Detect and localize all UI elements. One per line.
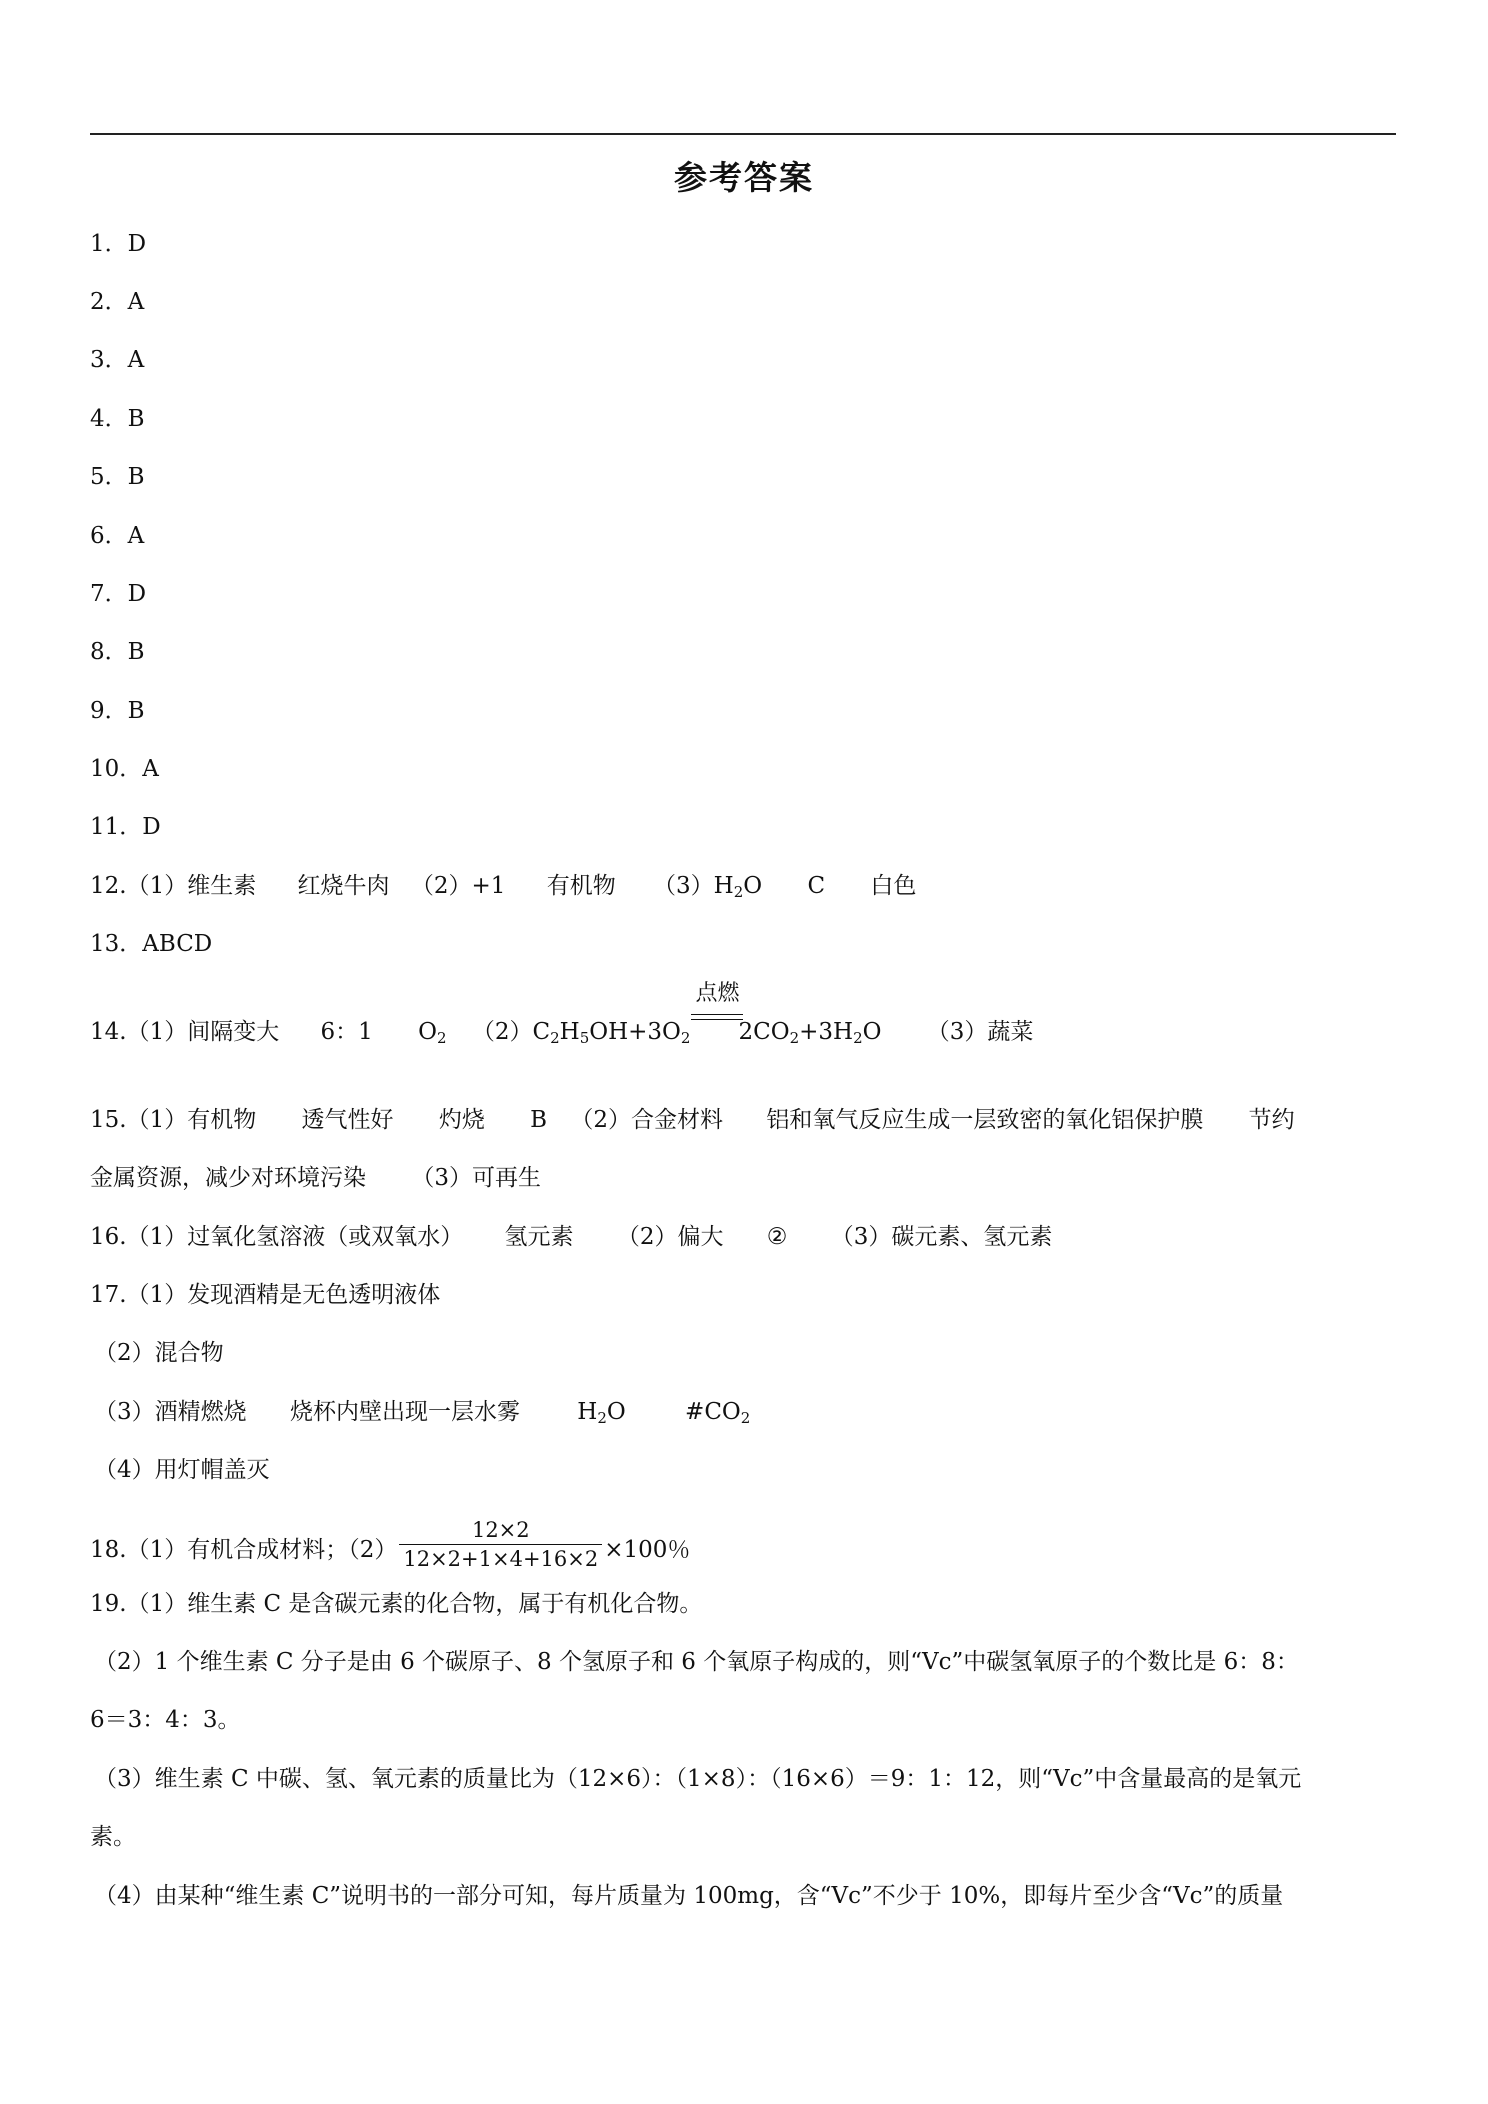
q15-part5: （2）合金材料 (570, 1107, 724, 1133)
q14-eq-h: H (559, 1019, 580, 1045)
q14-o2: O (418, 1019, 437, 1045)
page-title: 参考答案 (674, 158, 814, 197)
q12-part7: 白色 (870, 873, 917, 899)
answer-11: 11．D (90, 814, 161, 840)
q14-eq-sub1: 2 (550, 1029, 560, 1047)
q12-formula-h: （3）H (653, 873, 734, 899)
q17-part3d (685, 1397, 750, 1433)
answer-18 (90, 1518, 691, 1579)
answer-19-line6: （4）由某种“维生素 C”说明书的一部分可知，每片质量为 100mg，含“Vc”不少于 10%，即每片至少含“Vc”的质量 (94, 1883, 1284, 1909)
q12-part2: 红烧牛肉 (297, 873, 390, 899)
q15-part3: 灼烧 (438, 1107, 485, 1133)
answer-14 (90, 981, 1034, 1053)
equals-line-bottom (691, 1019, 743, 1020)
q14-eq-co2: 2CO (738, 1019, 790, 1045)
q17-co2-sub: 2 (740, 1409, 751, 1427)
q14-equation (471, 981, 882, 1053)
answer-19-line5: 素。 (90, 1824, 136, 1850)
answer-2: 2．A (90, 289, 145, 315)
reaction-condition-sign (691, 981, 740, 1047)
q17-h2o-sub: 2 (597, 1409, 607, 1427)
fraction-numerator: 12×2 (471, 1518, 530, 1542)
q15-part4: B (530, 1107, 548, 1133)
q17-h2o-h: H (577, 1399, 598, 1425)
q12-part5 (653, 871, 762, 907)
answer-15-line2 (90, 1163, 541, 1193)
answer-19-line1: 19.（1）维生素 C 是含碳元素的化合物，属于有机化合物。 (90, 1591, 703, 1617)
answer-9: 9．B (90, 698, 145, 724)
answer-17-line3 (94, 1397, 750, 1433)
q18-tail: ×100％ (604, 1536, 691, 1563)
q12-part4: 有机物 (546, 873, 616, 899)
answer-17-line4: （4）用灯帽盖灭 (94, 1457, 270, 1483)
q16-part3: （2）偏大 (616, 1224, 724, 1250)
q14-part6: （3）蔬菜 (926, 1019, 1034, 1045)
q17-co2: #CO (685, 1399, 741, 1425)
header-rule (90, 133, 1396, 135)
q18-part1: 18.（1）有机合成材料；（2） (90, 1536, 398, 1563)
q12-formula-o: O (743, 873, 763, 899)
answer-15-line1 (90, 1105, 1295, 1135)
answer-17-line2: （2）混合物 (94, 1340, 224, 1366)
q15-line2a: 金属资源，减少对环境污染 (90, 1165, 366, 1191)
mass-fraction (399, 1516, 602, 1573)
q14-eq-o: O (862, 1019, 882, 1045)
answer-3: 3．A (90, 347, 145, 373)
q15-line2b: （3）可再生 (411, 1165, 541, 1191)
answer-13: 13．ABCD (90, 931, 213, 957)
q15-part1: 15.（1）有机物 (90, 1107, 257, 1133)
answer-19-line3: 6＝3：4：3。 (90, 1707, 241, 1733)
q16-part1: 16.（1）过氧化氢溶液（或双氧水） (90, 1224, 464, 1250)
q14-eq-sub2: 5 (579, 1029, 590, 1047)
q17-part3c (577, 1397, 625, 1433)
q15-part2: 透气性好 (301, 1107, 394, 1133)
q12-part1: 12.（1）维生素 (90, 873, 257, 899)
q16-part4: ② (766, 1224, 788, 1250)
answer-19-line4: （3）维生素 C 中碳、氢、氧元素的质量比为（12×6）：（1×8）：（16×6）＝9：1：12，则“Vc”中含量最高的是氧元 (94, 1766, 1302, 1792)
q17-h2o-o: O (606, 1399, 626, 1425)
answer-7: 7．D (90, 581, 147, 607)
q14-part1: 14.（1）间隔变大 (90, 1019, 280, 1045)
q15-part6: 铝和氧气反应生成一层致密的氧化铝保护膜 (766, 1107, 1204, 1133)
answer-10: 10．A (90, 756, 159, 782)
q14-eq-reactant-c: （2）C (471, 1019, 551, 1045)
answer-12 (90, 871, 916, 907)
q12-part6: C (807, 873, 826, 899)
fraction-denominator: 12×2+1×4+16×2 (399, 1544, 602, 1573)
q17-part3a: （3）酒精燃烧 (94, 1399, 247, 1425)
answer-4: 4．B (90, 406, 145, 432)
equals-line-top (691, 1014, 743, 1015)
q14-eq-sub4: 2 (789, 1029, 800, 1047)
q14-part3 (418, 1017, 446, 1053)
q14-eq-sub5: 2 (853, 1029, 863, 1047)
answer-6: 6．A (90, 523, 145, 549)
q16-part5: （3）碳元素、氢元素 (830, 1224, 1053, 1250)
answer-5: 5．B (90, 464, 145, 490)
q14-eq-sub3: 2 (680, 1029, 691, 1047)
answer-16 (90, 1222, 1052, 1252)
reaction-condition: 点燃 (695, 981, 740, 1006)
q14-eq-h2: +3H (799, 1019, 854, 1045)
q14-part2: 6：1 (320, 1019, 373, 1045)
answer-17-line1: 17.（1）发现酒精是无色透明液体 (90, 1282, 441, 1308)
q14-eq-oh: OH+3O (589, 1019, 681, 1045)
answer-19-line2: （2）1 个维生素 C 分子是由 6 个碳原子、8 个氢原子和 6 个氧原子构成的，则“Vc”中碳氢氧原子的个数比是 6：8： (94, 1649, 1299, 1675)
q16-part2: 氢元素 (504, 1224, 574, 1250)
q12-part3: （2）+1 (410, 873, 506, 899)
q12-formula-sub: 2 (733, 883, 744, 901)
q17-part3b: 烧杯内壁出现一层水雾 (289, 1399, 520, 1425)
answer-8: 8．B (90, 639, 145, 665)
answer-1: 1．D (90, 231, 147, 257)
q15-part7: 节约 (1248, 1107, 1295, 1133)
q14-o2-sub: 2 (436, 1029, 447, 1047)
